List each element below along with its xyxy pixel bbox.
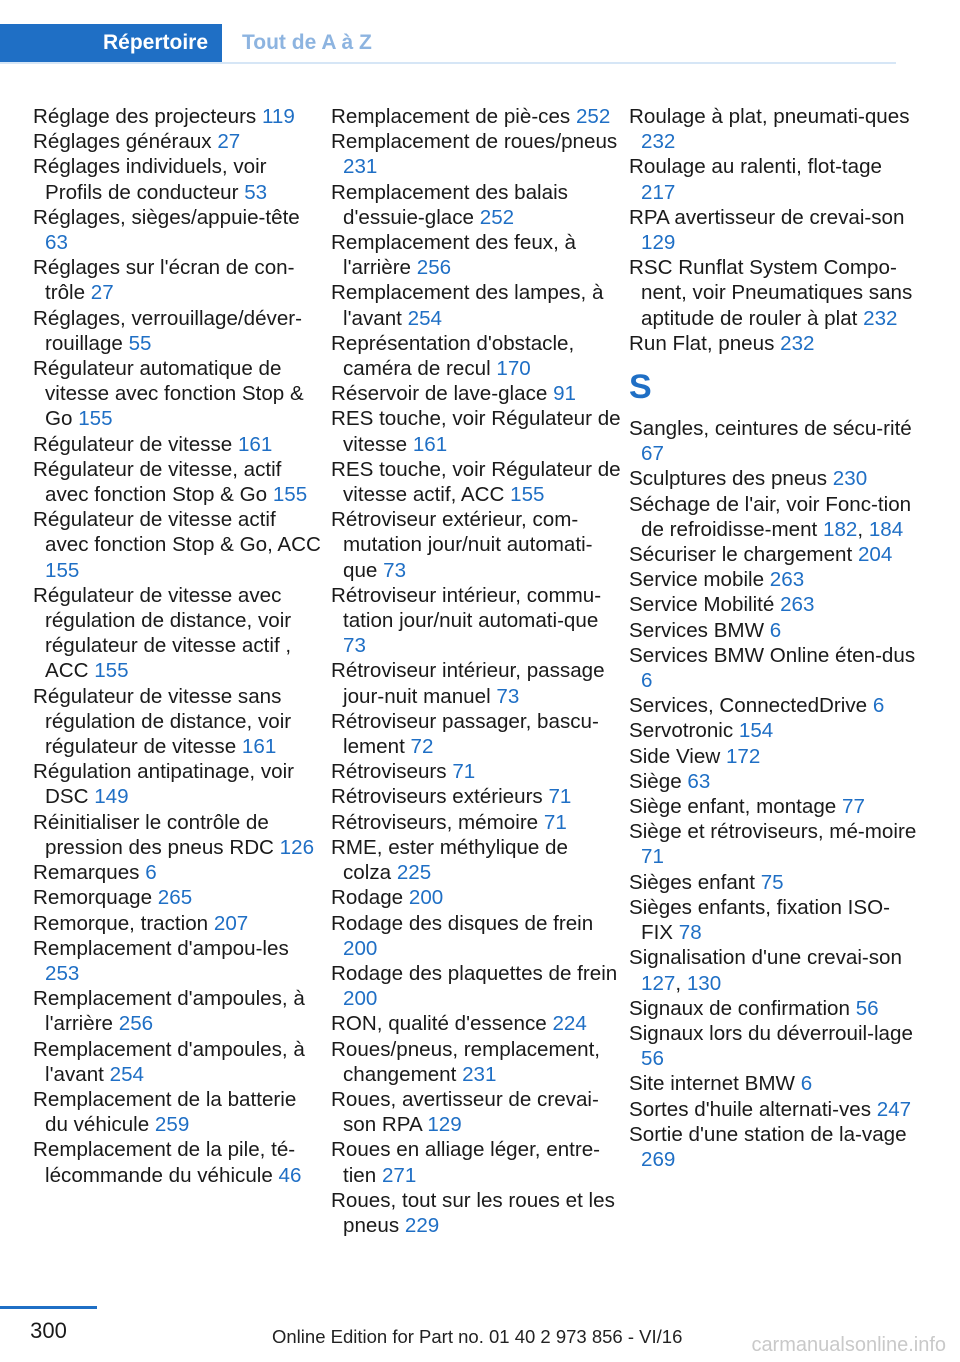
edition-footer: Online Edition for Part no. 01 40 2 973 856 - VI/16 (272, 1326, 683, 1347)
index-entry-text: Siège enfant, montage (629, 795, 837, 819)
index-entry (629, 718, 919, 743)
index-entry-text: Réglages individuels, voir Profils de conducteur (33, 155, 267, 204)
index-entry-text: Rétroviseur intérieur, passage jour-nuit manuel (331, 659, 605, 708)
page-reference-link[interactable]: 265 (157, 886, 193, 910)
index-entry-text: Régulateur de vitesse, actif avec fonction Stop & Go (33, 457, 282, 507)
index-entry-text: Run Flat, pneus (629, 331, 775, 355)
index-entry-text: Roues, avertisseur de crevai-son RPA (331, 1087, 599, 1137)
index-entry-text: Remplacement d'ampoules, à l'arrière (33, 987, 305, 1036)
index-entry (33, 911, 323, 936)
watermark: carmanualsonline.info (751, 1334, 946, 1356)
page-reference-link[interactable]: 55 (128, 331, 152, 355)
index-entry-text: Side View (629, 744, 721, 768)
index-entry (629, 1021, 919, 1071)
index-entry (629, 567, 919, 592)
page-number: 300 (30, 1318, 67, 1343)
page-reference-link[interactable]: 119 (261, 105, 295, 128)
index-entry-text: Roulage au ralenti, flot-tage (629, 155, 883, 179)
index-entry-text: Régulation antipatinage, voir DSC (33, 760, 295, 809)
page-reference-link[interactable]: 129 (641, 231, 676, 255)
page-reference-link[interactable]: 56 (641, 1047, 664, 1071)
index-entry (33, 684, 323, 760)
page-reference-link[interactable]: 259 (154, 1113, 190, 1137)
index-entry (629, 205, 919, 255)
index-entry-text: RES touche, voir Régulateur de vitesse actif, ACC (331, 457, 621, 507)
index-entry (331, 457, 621, 507)
page-reference-link[interactable]: 232 (863, 306, 898, 330)
page-reference-link[interactable]: 271 (381, 1163, 417, 1187)
index-entry (33, 1137, 323, 1187)
index-entry (629, 794, 919, 819)
index-entry-text: Rodage des plaquettes de frein (331, 961, 618, 985)
index-entry-text: Régulateur de vitesse (33, 432, 233, 456)
index-entry-text: Rétroviseur extérieur, com-mutation jour/nuit automati-que (331, 508, 593, 582)
index-entry (331, 406, 621, 456)
page-reference-link[interactable]: 263 (780, 593, 815, 617)
index-entry (33, 306, 323, 356)
page-reference-link[interactable]: 247 (876, 1097, 912, 1121)
page-reference-link[interactable]: 73 (383, 558, 407, 582)
page-reference-link[interactable]: 6 (769, 618, 782, 642)
page-reference-link[interactable]: 232 (780, 331, 815, 355)
index-entry (331, 104, 621, 129)
page-reference-link[interactable]: 71 (641, 845, 664, 869)
index-entry-text: Services, ConnectedDrive (629, 694, 868, 718)
index-entry-text: Roues/pneus, remplacement, changement (331, 1037, 601, 1086)
index-entry (629, 1071, 919, 1096)
index-entry-text: Service mobile (629, 568, 765, 592)
index-entry: Signalisation d'une crevai-son 127, 130 (629, 946, 902, 995)
index-entry-text: Réglages sur l'écran de con-trôle (33, 256, 295, 305)
page-reference-link[interactable]: 172 (725, 744, 761, 768)
index-entry (331, 1087, 621, 1137)
index-entry-text: Réservoir de lave-glace (331, 382, 548, 406)
index-entry (331, 810, 621, 835)
page-reference-link[interactable]: 71 (548, 785, 572, 809)
page-reference-link[interactable]: 78 (678, 921, 702, 945)
index-entry-text: Service Mobilité (629, 593, 775, 617)
index-entry (629, 104, 919, 154)
page-reference-link[interactable]: 155 (78, 407, 113, 431)
tab-tout-de-a-a-z[interactable]: Tout de A à Z (242, 31, 372, 54)
index-entry-text: Remplacement de piè-ces (331, 105, 571, 128)
page-reference-link[interactable]: 200 (343, 936, 378, 960)
index-entry (331, 911, 621, 961)
index-entry (629, 769, 919, 794)
page-reference-link[interactable]: 230 (832, 467, 868, 491)
page-reference-link[interactable]: 91 (553, 382, 576, 406)
page-reference-link[interactable]: 63 (45, 231, 68, 255)
index-entry-text: Réglages, sièges/appuie-tête (33, 205, 300, 229)
index-entry-text: Sculptures des pneus (629, 467, 828, 491)
page-reference-link[interactable]: 72 (410, 735, 434, 759)
page-reference-link[interactable]: 6 (145, 861, 157, 885)
page-reference-link[interactable]: 6 (641, 669, 653, 693)
tab-repertoire[interactable]: Répertoire (0, 24, 222, 62)
page-reference-link[interactable]: 46 (278, 1163, 302, 1187)
index-entry-text: RES touche, voir Régulateur de vitesse (331, 407, 621, 456)
index-entry-text: Réglage des projecteurs (33, 105, 257, 128)
page-reference-link[interactable]: 6 (872, 694, 885, 718)
index-entry (331, 961, 621, 1011)
index-entry (331, 709, 621, 759)
index-entry-text: Signalisation d'une crevai-son (629, 946, 902, 970)
index-entry (331, 381, 621, 406)
index-entry (629, 819, 919, 869)
index-entry (629, 416, 919, 466)
index-entry (331, 835, 621, 885)
page-reference-link[interactable]: 6 (800, 1072, 813, 1096)
index-entry (33, 507, 323, 583)
index-entry-text: RON, qualité d'essence (331, 1012, 547, 1036)
page-reference-link[interactable]: 53 (244, 180, 268, 204)
index-entry (33, 205, 323, 255)
index-entry-text: Roues en alliage léger, entre-tien (331, 1138, 601, 1187)
index-entry-text: Remplacement des lampes, à l'avant (331, 281, 604, 330)
index-entry (629, 255, 919, 331)
index-entry-text: Remplacement d'ampou-les (33, 936, 289, 960)
page-reference-link[interactable]: 27 (217, 130, 241, 154)
page-reference-link[interactable]: 254 (407, 306, 442, 330)
index-entry (331, 885, 621, 910)
page-reference-link[interactable]: 154 (738, 719, 774, 743)
index-entry (33, 255, 323, 305)
index-entry (331, 331, 621, 381)
index-entry-text: Régulateur de vitesse actif avec fonction Stop & Go, ACC (33, 508, 321, 557)
page-reference-link[interactable]: 63 (687, 769, 711, 793)
page-reference-link[interactable]: 130 (686, 971, 722, 995)
index-entry-text: Remplacement des balais d'essuie-glace (331, 180, 568, 229)
index-entry (331, 1011, 621, 1036)
page-reference-link[interactable]: 256 (118, 1012, 154, 1036)
index-entry-text: Remplacement de roues/pneus (331, 130, 618, 154)
page-reference-link[interactable]: 224 (552, 1012, 587, 1036)
page-reference-link[interactable]: 170 (496, 357, 531, 381)
page-reference-link[interactable]: 149 (94, 785, 129, 809)
index-entry (33, 860, 323, 885)
page-reference-link[interactable]: 161 (412, 432, 448, 456)
index-entry (33, 104, 323, 129)
page-reference-link[interactable]: 253 (45, 961, 80, 985)
index-entry-text: Rétroviseur intérieur, commu-tation jour/nuit automati-que (331, 583, 602, 633)
page-reference-link[interactable]: 155 (510, 483, 545, 507)
page-reference-link[interactable]: 161 (241, 735, 277, 759)
page-reference-link[interactable]: 254 (109, 1062, 144, 1086)
index-entry (331, 658, 621, 708)
index-entry (33, 759, 323, 809)
index-entry (629, 744, 919, 769)
index-entry-text: Rétroviseurs (331, 760, 447, 784)
index-entry (33, 356, 323, 432)
index-column-3 (629, 104, 919, 1172)
index-entry (629, 154, 919, 204)
index-entry (629, 1122, 919, 1172)
index-entry-text: Régulateur automatique de vitesse avec fonction Stop & Go (33, 357, 304, 431)
index-column-1 (33, 104, 323, 1188)
page-reference-link[interactable]: 232 (641, 130, 676, 154)
page-reference-link[interactable]: 155 (272, 483, 308, 507)
page-reference-link[interactable]: 71 (452, 760, 476, 784)
index-entry-text: Régulateur de vitesse sans régulation de distance, voir régulateur de vitesse (33, 684, 292, 759)
index-entry (33, 432, 323, 457)
index-entry (331, 784, 621, 809)
page-reference-link[interactable]: 269 (641, 1147, 676, 1171)
index-entry-text: Sièges enfants, fixation ISO-FIX (629, 895, 890, 945)
page-reference-link[interactable]: 252 (575, 105, 611, 128)
page-reference-link[interactable]: 263 (769, 568, 805, 592)
index-entry-text: Remplacement des feux, à l'arrière (331, 231, 576, 280)
index-entry-text: RSC Runflat System Compo-nent, voir Pneumatiques sans aptitude de rouler à plat (629, 256, 913, 330)
index-entry-text: Remplacement de la batterie du véhicule (33, 1087, 297, 1137)
index-entry-text: Roues, tout sur les roues et les pneus (331, 1188, 615, 1237)
index-entry-text: Servotronic (629, 719, 734, 743)
page-reference-link[interactable]: 200 (343, 987, 378, 1011)
page-reference-link[interactable]: 75 (760, 870, 784, 894)
page-reference-link[interactable]: 229 (404, 1213, 440, 1237)
page-reference-link[interactable]: 77 (841, 795, 865, 819)
page-reference-link[interactable]: 126 (279, 835, 315, 859)
index-entry-text: Sangles, ceintures de sécu-rité (629, 417, 912, 441)
index-entry-text: Réglages, verrouillage/déver-rouillage (33, 306, 303, 355)
page-reference-link[interactable]: 225 (396, 861, 432, 885)
page-reference-link[interactable]: 184 (868, 517, 904, 541)
index-entry (331, 583, 621, 659)
index-entry-text: Remplacement de la pile, té-lécommande du véhicule (33, 1138, 296, 1187)
index-entry-text: Rodage des disques de frein (331, 911, 594, 935)
page-reference-link[interactable]: 73 (496, 684, 520, 708)
page-reference-link[interactable]: 200 (408, 886, 444, 910)
index-entry (33, 810, 323, 860)
index-entry-text: Rodage (331, 886, 404, 910)
index-entry-text: Services BMW Online éten-dus (629, 643, 916, 667)
page-reference-link[interactable]: 127 (641, 971, 676, 995)
page-reference-link[interactable]: 256 (416, 256, 452, 280)
index-entry (629, 592, 919, 617)
page-reference-link[interactable]: 56 (855, 996, 879, 1020)
index-entry (331, 280, 621, 330)
index-entry (629, 331, 919, 356)
index-entry (33, 583, 323, 684)
index-section-letter: S (629, 368, 652, 407)
index-entry (629, 618, 919, 643)
index-entry (629, 870, 919, 895)
page-reference-link[interactable]: 27 (90, 281, 114, 305)
index-entry-text: Remorque, traction (33, 911, 209, 935)
index-entry (33, 457, 323, 507)
index-entry (33, 1087, 323, 1137)
index-entry-text: Réinitialiser le contrôle de pression des pneus RDC (33, 810, 274, 859)
index-entry-text: Rétroviseurs, mémoire (331, 810, 539, 834)
index-entry (629, 895, 919, 945)
page-reference-link[interactable]: 73 (343, 634, 366, 658)
header-tabs (0, 24, 896, 64)
index-entry (33, 936, 323, 986)
index-entry-text: Remplacement d'ampoules, à l'avant (33, 1037, 305, 1086)
index-entry (33, 129, 323, 154)
index-entry-text: Sortes d'huile alternati-ves (629, 1097, 872, 1121)
index-entry (629, 1097, 919, 1122)
page-reference-link[interactable]: 129 (427, 1113, 462, 1137)
index-entry (331, 1037, 621, 1087)
index-entry (33, 885, 323, 910)
index-entry-text: Remorquage (33, 886, 153, 910)
page-reference-link[interactable]: 71 (543, 810, 567, 834)
index-entry (331, 1137, 621, 1187)
index-entry (331, 180, 621, 230)
index-entry (33, 1037, 323, 1087)
index-entry-text: Représentation d'obstacle, caméra de recul (331, 331, 575, 381)
index-entry (629, 466, 919, 491)
page-reference-link[interactable]: 155 (94, 659, 129, 683)
index-entry (331, 1188, 621, 1238)
index-entry-text: Siège (629, 769, 682, 793)
index-entry (629, 643, 919, 693)
index-entry-text: Siège et rétroviseurs, mé-moire (629, 820, 917, 844)
index-entry (33, 154, 323, 204)
index-entry (629, 693, 919, 718)
index-column-2 (331, 104, 621, 1238)
page-reference-link[interactable]: 182 (823, 517, 858, 541)
index-entry-text: Sortie d'une station de la-vage (629, 1122, 907, 1146)
index-entry-text: RME, ester méthylique de colza (331, 835, 568, 885)
index-entry (331, 230, 621, 280)
index-entry-text: Sécuriser le chargement (629, 543, 853, 567)
page-reference-link[interactable]: 67 (641, 442, 664, 466)
index-entry-text: Signaux lors du déverrouil-lage (629, 1021, 913, 1045)
page-reference-link[interactable]: 207 (213, 911, 249, 935)
page-reference-link[interactable]: 252 (479, 205, 515, 229)
index-entry (629, 996, 919, 1021)
index-entry-text: Roulage à plat, pneumati-ques (629, 105, 910, 128)
index-entry-text: Séchage de l'air, voir Fonc-tion de refroidisse-ment (629, 492, 912, 541)
index-entry-text: Réglages généraux (33, 130, 212, 154)
index-entry (331, 129, 621, 179)
page-reference-link[interactable]: 231 (343, 155, 378, 179)
page-reference-link[interactable]: 161 (237, 432, 273, 456)
index-entry-text: Site internet BMW (629, 1072, 795, 1096)
index-entry (629, 542, 919, 567)
index-entry (331, 759, 621, 784)
index-entry-text: Sièges enfant (629, 870, 755, 894)
index-entry-text: Régulateur de vitesse avec régulation de distance, voir régulateur de vitesse actif , ACC (33, 583, 292, 683)
index-entry (33, 986, 323, 1036)
index-entry-text: Rétroviseurs extérieurs (331, 785, 543, 809)
index-entry-text: Services BMW (629, 618, 765, 642)
index-entry-text: Rétroviseur passager, bascu-lement (331, 709, 599, 759)
page-reference-link[interactable]: 204 (857, 543, 893, 567)
index-entry (331, 507, 621, 583)
page-reference-link[interactable]: 217 (641, 180, 676, 204)
index-entry-text: Signaux de confirmation (629, 996, 850, 1020)
index-entry-text: RPA avertisseur de crevai-son (629, 205, 905, 229)
index-entry-text: Remarques (33, 861, 140, 885)
page-number-rule (0, 1306, 97, 1309)
page-reference-link[interactable]: 231 (462, 1062, 497, 1086)
page-reference-link[interactable]: 155 (45, 558, 80, 582)
index-entry: Séchage de l'air, voir Fonc-tion de refroidisse-ment 182, 184 (629, 492, 912, 541)
